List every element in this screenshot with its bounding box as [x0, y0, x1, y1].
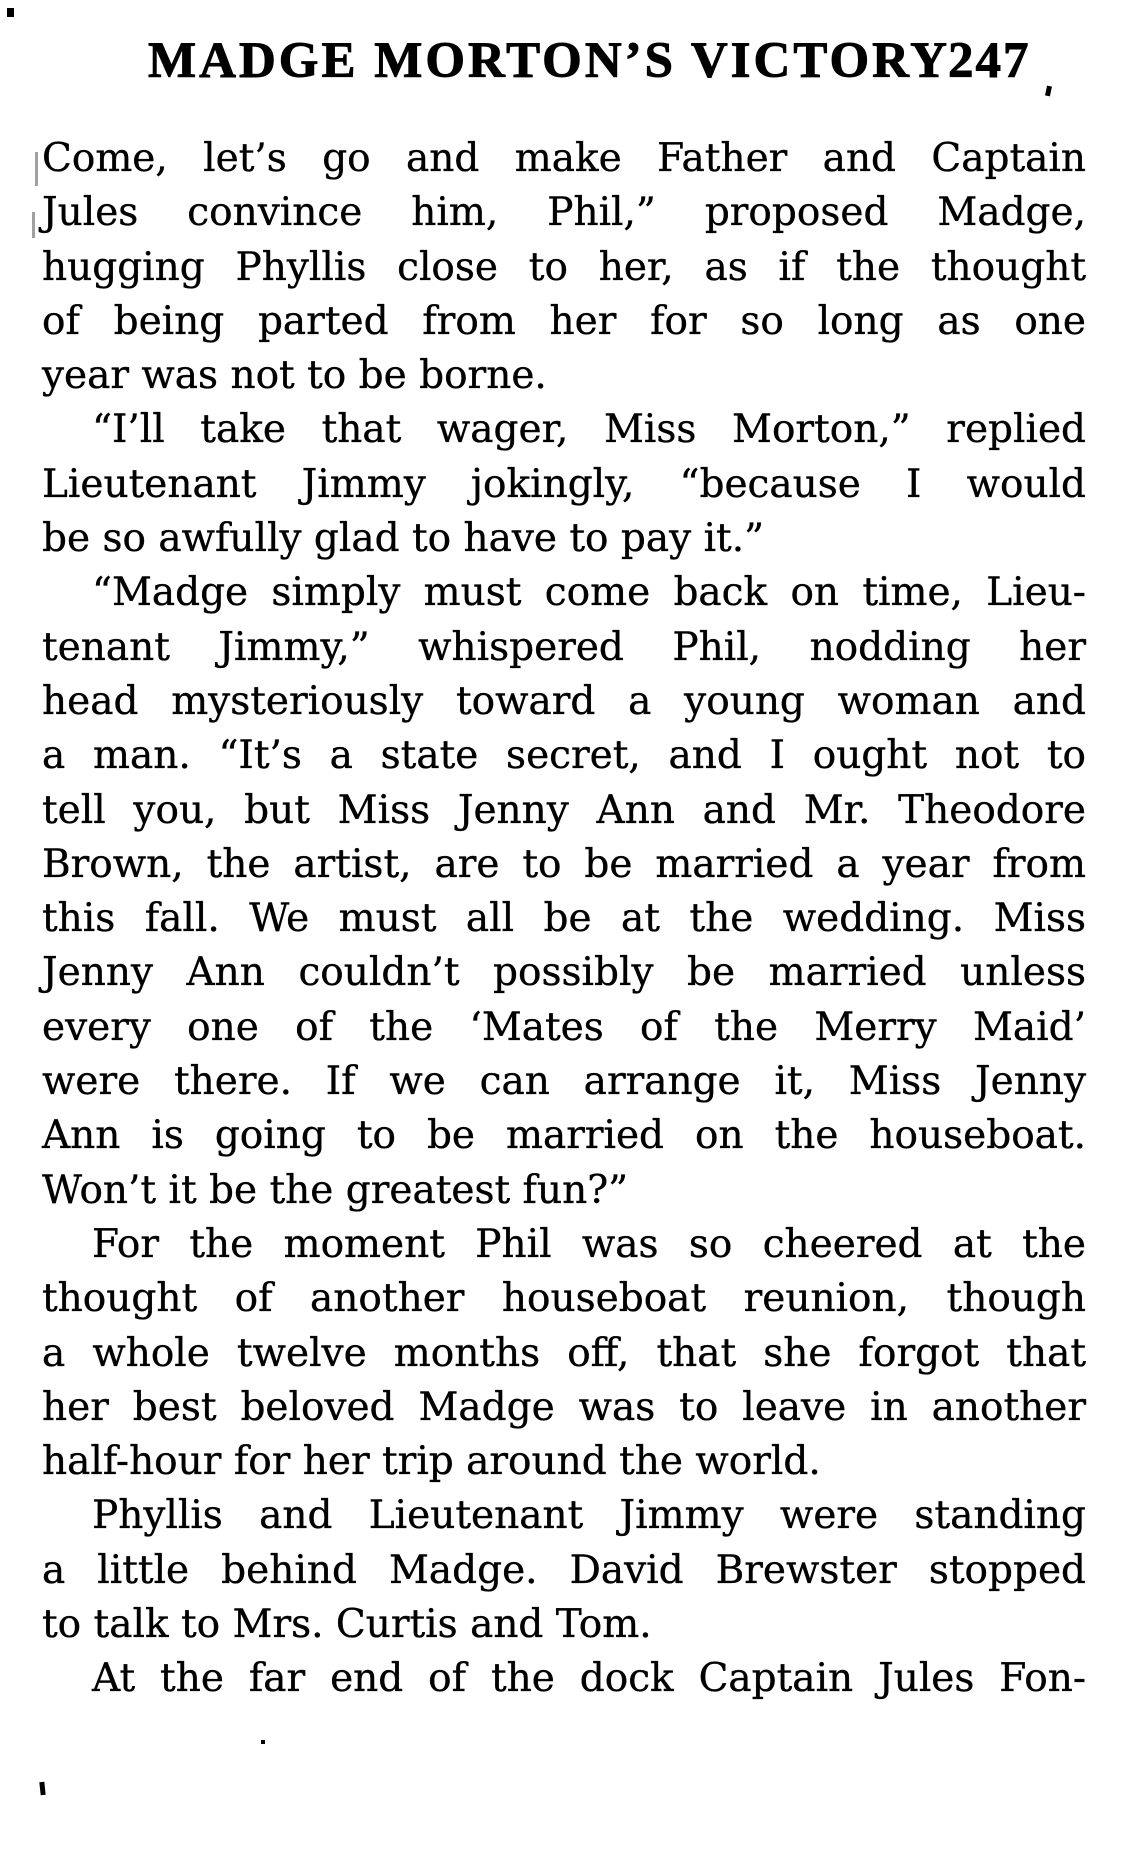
text-line: head mysteriously toward a young woman and	[42, 678, 1086, 724]
text-line: Phyllis and Lieutenant Jimmy were standing	[92, 1493, 1086, 1539]
text-line: a little behind Madge. David Brewster stopped	[42, 1547, 1086, 1593]
text-line: be so awfully glad to have to pay it.”	[42, 516, 765, 562]
text-line: “I’ll take that wager, Miss Morton,” replied	[92, 407, 1086, 453]
text-line: At the far end of the dock Captain Jules Fon-	[92, 1656, 1086, 1702]
text-line: her best beloved Madge was to leave in another	[42, 1384, 1086, 1430]
text-line: hugging Phyllis close to her, as if the thought	[42, 244, 1086, 290]
scan-artifact	[39, 1782, 45, 1795]
scan-artifact	[7, 8, 14, 17]
text-line: tenant Jimmy,” whispered Phil, nodding her	[42, 624, 1086, 670]
text-line: were there. If we can arrange it, Miss Jenny	[42, 1059, 1086, 1105]
text-line: a whole twelve months off, that she forgot that	[42, 1330, 1086, 1376]
running-header-title: MADGE MORTON’S VICTORY	[148, 33, 950, 89]
text-line: a man. “It’s a state secret, and I ought not to	[42, 733, 1086, 779]
scan-artifact-ghost-quote	[32, 212, 35, 238]
scan-artifact	[261, 1740, 265, 1744]
text-line: Lieutenant Jimmy jokingly, “because I would	[42, 461, 1086, 507]
text-line: Won’t it be the greatest fun?”	[42, 1167, 629, 1213]
text-line: “Madge simply must come back on time, Lieu-	[92, 570, 1086, 616]
text-line: Come, let’s go and make Father and Captain	[42, 136, 1086, 181]
page-number: 247	[948, 33, 1031, 89]
text-line: to talk to Mrs. Curtis and Tom.	[42, 1602, 652, 1648]
scan-artifact	[1045, 86, 1052, 97]
text-line: every one of the ‘Mates of the Merry Maid’	[42, 1004, 1086, 1050]
text-line: Brown, the artist, are to be married a year from	[42, 841, 1086, 887]
text-line: Ann is going to be married on the houseboat.	[42, 1113, 1086, 1159]
text-line: this fall. We must all be at the wedding. Miss	[42, 896, 1086, 942]
text-line: year was not to be borne.	[42, 353, 547, 399]
text-line: Jules convince him, Phil,” proposed Madge,	[42, 190, 1086, 236]
text-line: half-hour for her trip around the world.	[42, 1439, 821, 1485]
text-line: thought of another houseboat reunion, though	[42, 1276, 1086, 1322]
scan-artifact-ghost-quote	[35, 152, 38, 186]
text-line: For the moment Phil was so cheered at the	[92, 1221, 1086, 1267]
text-line: Jenny Ann couldn’t possibly be married unless	[42, 950, 1086, 996]
text-line: of being parted from her for so long as one	[42, 298, 1086, 344]
text-line: tell you, but Miss Jenny Ann and Mr. Theodore	[42, 787, 1086, 833]
body-text	[42, 132, 1086, 1707]
